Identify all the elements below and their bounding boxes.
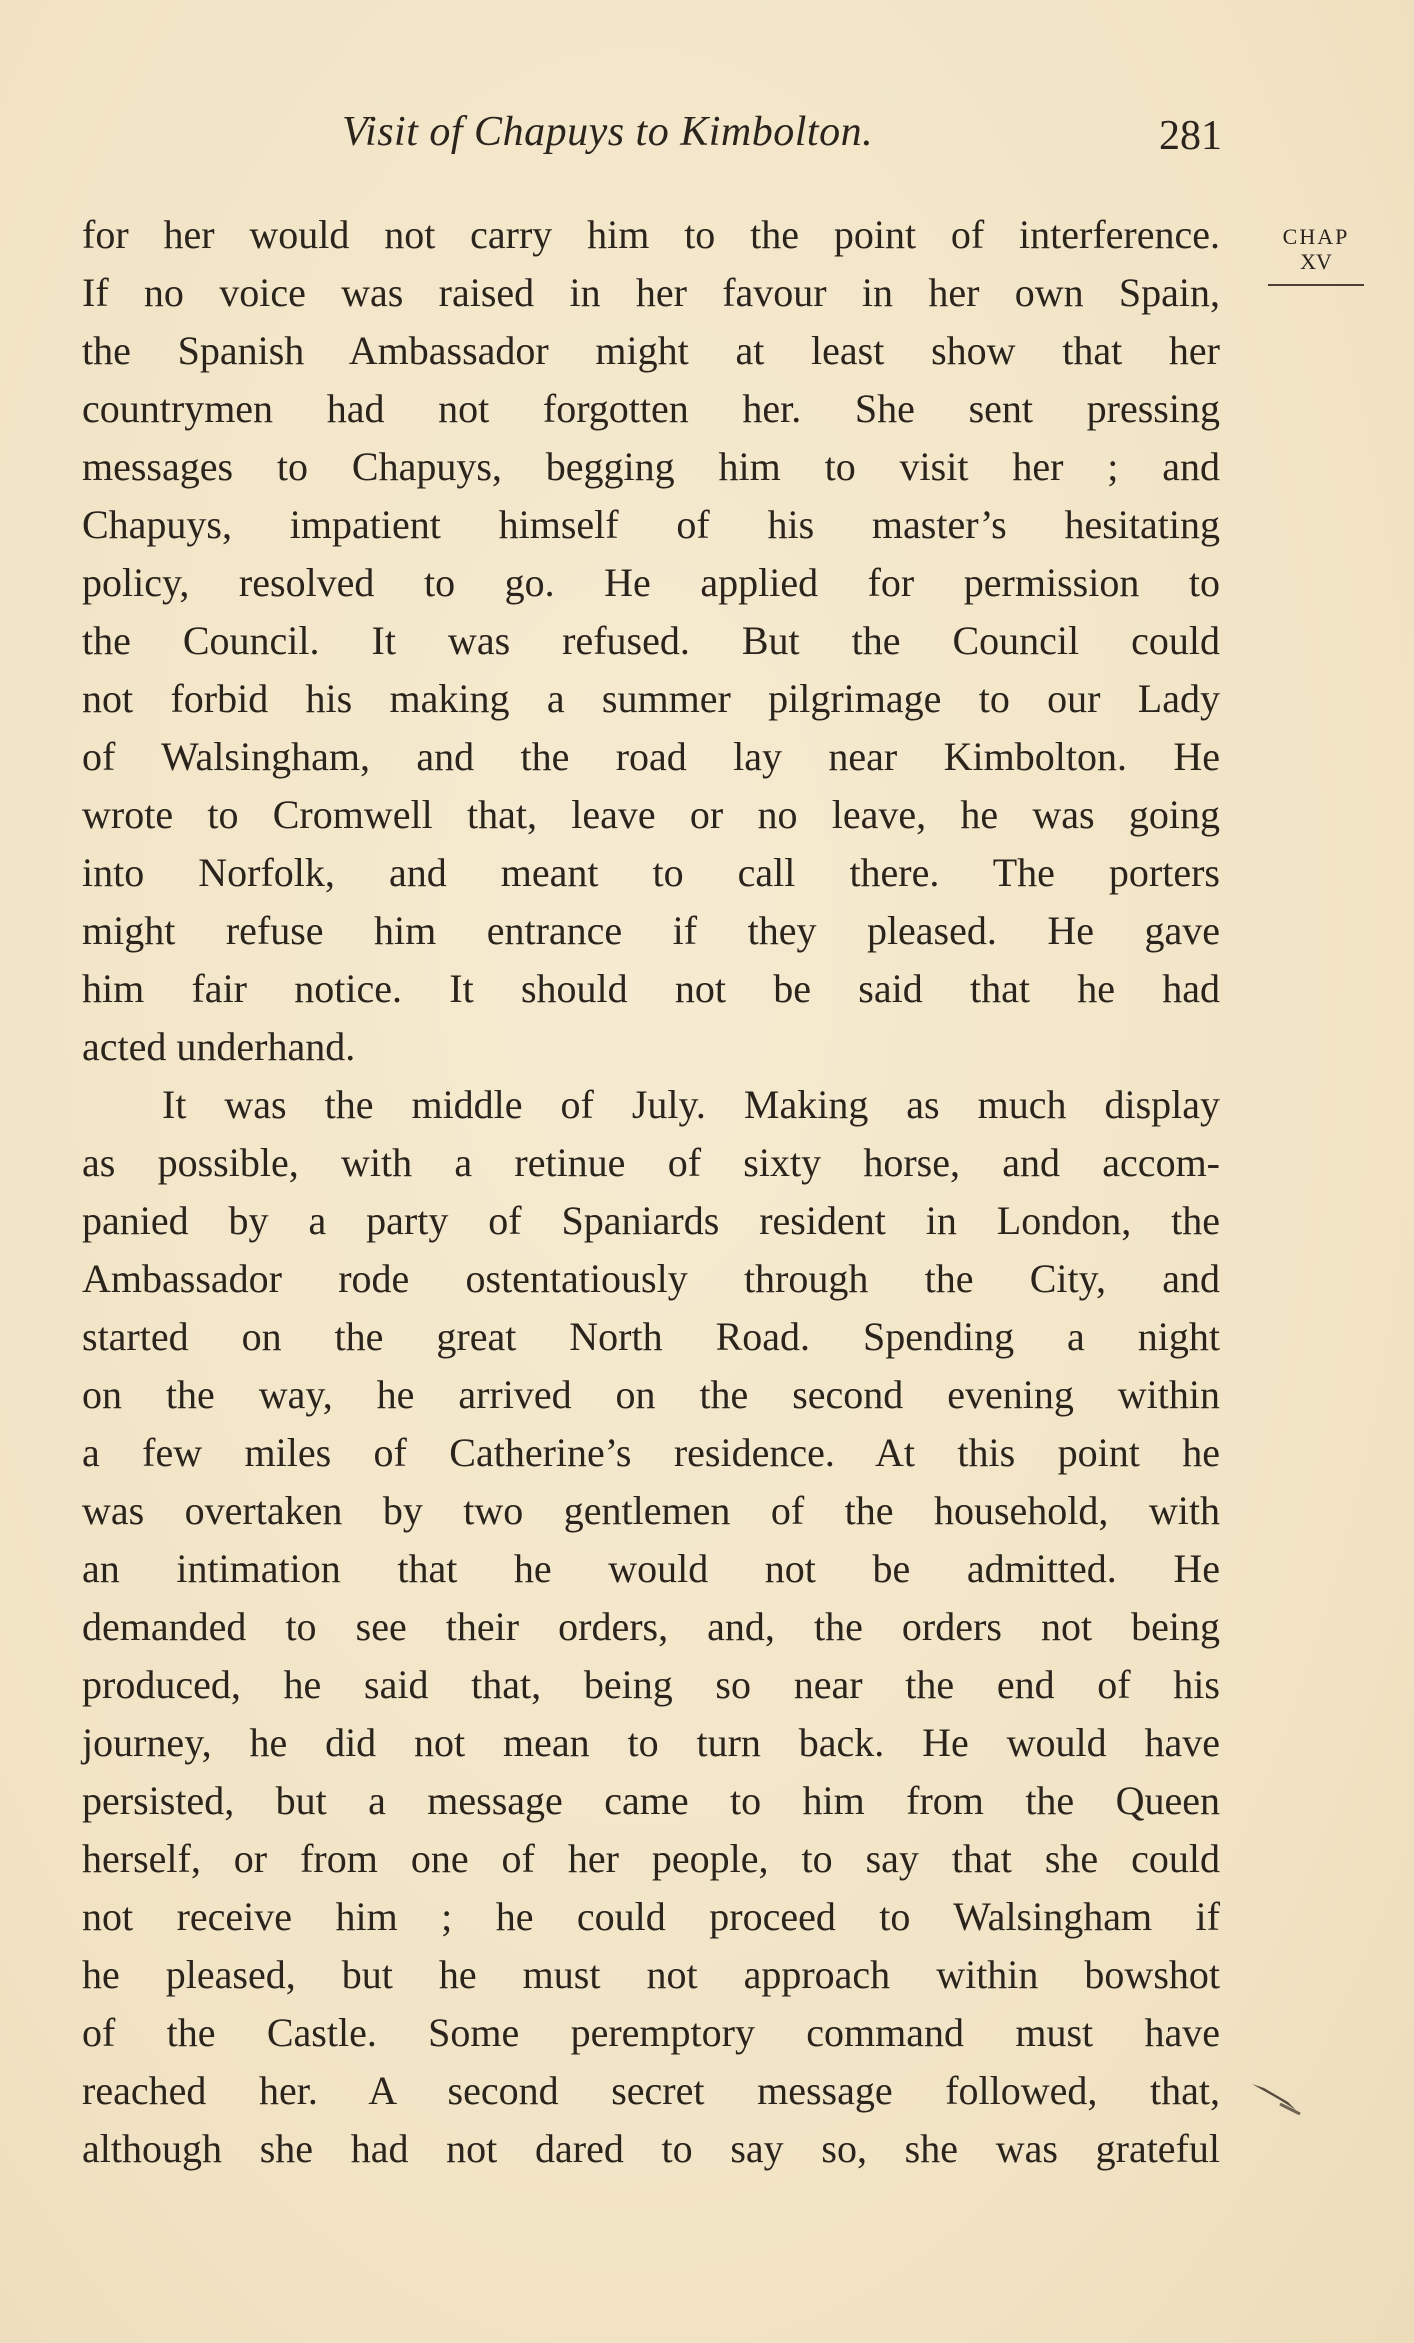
paragraph-start-line: It was the middle of July. Making as much display: [162, 1082, 1220, 1127]
text-line: not receive him ; he could proceed to Walsingham if: [82, 1894, 1220, 1939]
body-text: [82, 206, 1220, 2178]
text-line: not forbid his making a summer pilgrimage to our Lady: [82, 676, 1220, 721]
text-line: messages to Chapuys, begging him to visit her ; and: [82, 444, 1220, 489]
text-line: as possible, with a retinue of sixty horse, and accom-: [82, 1140, 1220, 1185]
text-line: of the Castle. Some peremptory command must have: [82, 2010, 1220, 2055]
text-line: the Spanish Ambassador might at least show that her: [82, 328, 1220, 373]
text-line: on the way, he arrived on the second evening within: [82, 1372, 1220, 1417]
text-line: Ambassador rode ostentatiously through the City, and: [82, 1256, 1220, 1301]
text-line: started on the great North Road. Spending a night: [82, 1314, 1220, 1359]
text-line: journey, he did not mean to turn back. He would have: [82, 1720, 1220, 1765]
running-head: [82, 108, 1222, 168]
text-line: an intimation that he would not be admitted. He: [82, 1546, 1220, 1591]
text-line: demanded to see their orders, and, the orders not being: [82, 1604, 1220, 1649]
margin-rule: [1268, 284, 1364, 286]
text-line: he pleased, but he must not approach within bowshot: [82, 1952, 1220, 1997]
text-line: panied by a party of Spaniards resident in London, the: [82, 1198, 1220, 1243]
paragraph-end-line: acted underhand.: [82, 1024, 356, 1069]
page-number: 281: [1159, 113, 1222, 159]
text-line: wrote to Cromwell that, leave or no leave, he was going: [82, 792, 1220, 837]
text-line: was overtaken by two gentlemen of the household, with: [82, 1488, 1220, 1533]
text-line: policy, resolved to go. He applied for permission to: [82, 560, 1220, 605]
text-line: herself, or from one of her people, to say that she could: [82, 1836, 1220, 1881]
ink-blot-mark: [1250, 2078, 1310, 2118]
text-line: a few miles of Catherine’s residence. At this point he: [82, 1430, 1220, 1475]
margin-chap-label: CHAP: [1282, 224, 1350, 249]
margin-chapter-note: [1268, 224, 1364, 286]
text-line: produced, he said that, being so near the end of his: [82, 1662, 1220, 1707]
text-line: into Norfolk, and meant to call there. The porters: [82, 850, 1220, 895]
text-line: for her would not carry him to the point of interference.: [82, 212, 1220, 257]
text-line: reached her. A second secret message followed, that,: [82, 2068, 1220, 2113]
text-line: although she had not dared to say so, she was grateful: [82, 2126, 1220, 2171]
text-line: of Walsingham, and the road lay near Kimbolton. He: [82, 734, 1220, 779]
text-line: If no voice was raised in her favour in her own Spain,: [82, 270, 1220, 315]
text-line: might refuse him entrance if they pleased. He gave: [82, 908, 1220, 953]
text-line: persisted, but a message came to him from the Queen: [82, 1778, 1220, 1823]
margin-chapter-number: XV: [1300, 249, 1332, 274]
text-line: him fair notice. It should not be said that he had: [82, 966, 1220, 1011]
text-line: Chapuys, impatient himself of his master’s hesitating: [82, 502, 1220, 547]
text-line: the Council. It was refused. But the Council could: [82, 618, 1220, 663]
running-title: Visit of Chapuys to Kimbolton.: [342, 109, 874, 155]
text-line: countrymen had not forgotten her. She sent pressing: [82, 386, 1220, 431]
